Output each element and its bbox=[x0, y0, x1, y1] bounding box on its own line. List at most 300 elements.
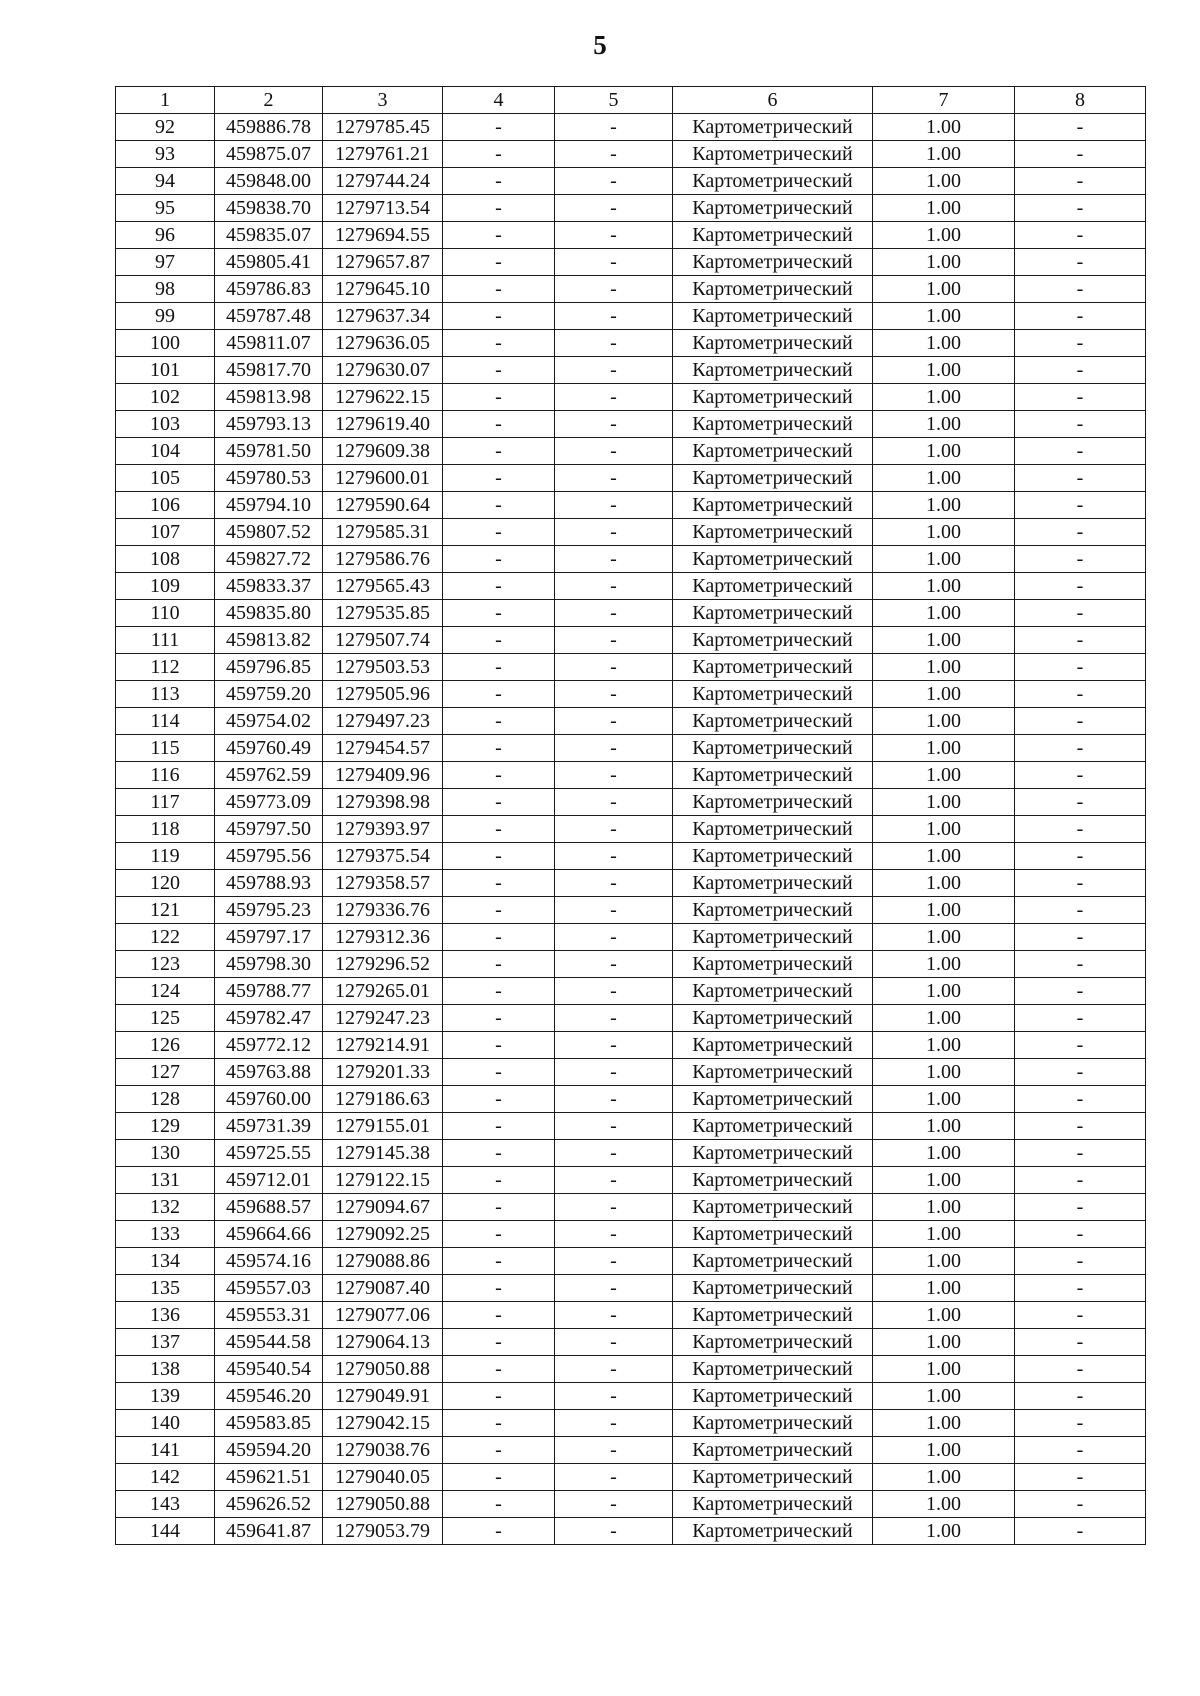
column-5-cell: - bbox=[555, 519, 673, 546]
y-coordinate-cell: 1279042.15 bbox=[323, 1410, 443, 1437]
column-4-cell: - bbox=[443, 546, 555, 573]
table-row bbox=[116, 1356, 1146, 1383]
table-row bbox=[116, 141, 1146, 168]
method-cell: Картометрический bbox=[673, 1518, 873, 1545]
x-coordinate-cell: 459798.30 bbox=[215, 951, 323, 978]
y-coordinate-cell: 1279507.74 bbox=[323, 627, 443, 654]
column-5-cell: - bbox=[555, 303, 673, 330]
point-number-cell: 121 bbox=[116, 897, 215, 924]
column-8-cell: - bbox=[1015, 1005, 1146, 1032]
x-coordinate-cell: 459762.59 bbox=[215, 762, 323, 789]
y-coordinate-cell: 1279785.45 bbox=[323, 114, 443, 141]
y-coordinate-cell: 1279122.15 bbox=[323, 1167, 443, 1194]
y-coordinate-cell: 1279038.76 bbox=[323, 1437, 443, 1464]
x-coordinate-cell: 459848.00 bbox=[215, 168, 323, 195]
table-row bbox=[116, 1113, 1146, 1140]
accuracy-cell: 1.00 bbox=[873, 1356, 1015, 1383]
x-coordinate-cell: 459626.52 bbox=[215, 1491, 323, 1518]
point-number-cell: 138 bbox=[116, 1356, 215, 1383]
y-coordinate-cell: 1279265.01 bbox=[323, 978, 443, 1005]
column-4-cell: - bbox=[443, 1086, 555, 1113]
column-8-cell: - bbox=[1015, 1356, 1146, 1383]
column-header: 4 bbox=[443, 87, 555, 114]
y-coordinate-cell: 1279454.57 bbox=[323, 735, 443, 762]
column-4-cell: - bbox=[443, 1464, 555, 1491]
column-4-cell: - bbox=[443, 708, 555, 735]
column-5-cell: - bbox=[555, 1491, 673, 1518]
y-coordinate-cell: 1279657.87 bbox=[323, 249, 443, 276]
accuracy-cell: 1.00 bbox=[873, 1329, 1015, 1356]
y-coordinate-cell: 1279050.88 bbox=[323, 1356, 443, 1383]
x-coordinate-cell: 459833.37 bbox=[215, 573, 323, 600]
column-4-cell: - bbox=[443, 168, 555, 195]
y-coordinate-cell: 1279503.53 bbox=[323, 654, 443, 681]
method-cell: Картометрический bbox=[673, 222, 873, 249]
method-cell: Картометрический bbox=[673, 1167, 873, 1194]
point-number-cell: 99 bbox=[116, 303, 215, 330]
x-coordinate-cell: 459754.02 bbox=[215, 708, 323, 735]
x-coordinate-cell: 459788.77 bbox=[215, 978, 323, 1005]
column-8-cell: - bbox=[1015, 924, 1146, 951]
point-number-cell: 100 bbox=[116, 330, 215, 357]
column-8-cell: - bbox=[1015, 411, 1146, 438]
point-number-cell: 119 bbox=[116, 843, 215, 870]
column-8-cell: - bbox=[1015, 573, 1146, 600]
column-4-cell: - bbox=[443, 1032, 555, 1059]
method-cell: Картометрический bbox=[673, 1005, 873, 1032]
table-row bbox=[116, 1302, 1146, 1329]
accuracy-cell: 1.00 bbox=[873, 1383, 1015, 1410]
column-4-cell: - bbox=[443, 1518, 555, 1545]
column-4-cell: - bbox=[443, 276, 555, 303]
x-coordinate-cell: 459786.83 bbox=[215, 276, 323, 303]
column-4-cell: - bbox=[443, 222, 555, 249]
table-row bbox=[116, 492, 1146, 519]
column-5-cell: - bbox=[555, 1302, 673, 1329]
column-header: 5 bbox=[555, 87, 673, 114]
x-coordinate-cell: 459760.00 bbox=[215, 1086, 323, 1113]
column-5-cell: - bbox=[555, 1437, 673, 1464]
y-coordinate-cell: 1279064.13 bbox=[323, 1329, 443, 1356]
point-number-cell: 131 bbox=[116, 1167, 215, 1194]
method-cell: Картометрический bbox=[673, 1086, 873, 1113]
accuracy-cell: 1.00 bbox=[873, 249, 1015, 276]
point-number-cell: 112 bbox=[116, 654, 215, 681]
column-8-cell: - bbox=[1015, 708, 1146, 735]
x-coordinate-cell: 459546.20 bbox=[215, 1383, 323, 1410]
column-header: 2 bbox=[215, 87, 323, 114]
x-coordinate-cell: 459797.17 bbox=[215, 924, 323, 951]
column-8-cell: - bbox=[1015, 897, 1146, 924]
table-row bbox=[116, 1275, 1146, 1302]
column-4-cell: - bbox=[443, 1221, 555, 1248]
column-5-cell: - bbox=[555, 573, 673, 600]
accuracy-cell: 1.00 bbox=[873, 546, 1015, 573]
column-header: 6 bbox=[673, 87, 873, 114]
column-4-cell: - bbox=[443, 1356, 555, 1383]
x-coordinate-cell: 459641.87 bbox=[215, 1518, 323, 1545]
point-number-cell: 95 bbox=[116, 195, 215, 222]
point-number-cell: 122 bbox=[116, 924, 215, 951]
method-cell: Картометрический bbox=[673, 951, 873, 978]
table-body bbox=[116, 87, 1146, 1545]
column-5-cell: - bbox=[555, 546, 673, 573]
accuracy-cell: 1.00 bbox=[873, 303, 1015, 330]
column-5-cell: - bbox=[555, 1248, 673, 1275]
y-coordinate-cell: 1279186.63 bbox=[323, 1086, 443, 1113]
accuracy-cell: 1.00 bbox=[873, 681, 1015, 708]
column-5-cell: - bbox=[555, 924, 673, 951]
y-coordinate-cell: 1279398.98 bbox=[323, 789, 443, 816]
table-row bbox=[116, 1491, 1146, 1518]
column-5-cell: - bbox=[555, 1059, 673, 1086]
point-number-cell: 142 bbox=[116, 1464, 215, 1491]
table-row bbox=[116, 519, 1146, 546]
accuracy-cell: 1.00 bbox=[873, 1221, 1015, 1248]
x-coordinate-cell: 459835.80 bbox=[215, 600, 323, 627]
column-8-cell: - bbox=[1015, 789, 1146, 816]
point-number-cell: 94 bbox=[116, 168, 215, 195]
column-4-cell: - bbox=[443, 789, 555, 816]
method-cell: Картометрический bbox=[673, 303, 873, 330]
method-cell: Картометрический bbox=[673, 978, 873, 1005]
column-8-cell: - bbox=[1015, 654, 1146, 681]
column-5-cell: - bbox=[555, 789, 673, 816]
point-number-cell: 125 bbox=[116, 1005, 215, 1032]
table-row bbox=[116, 897, 1146, 924]
column-8-cell: - bbox=[1015, 870, 1146, 897]
column-8-cell: - bbox=[1015, 600, 1146, 627]
y-coordinate-cell: 1279092.25 bbox=[323, 1221, 443, 1248]
table-row bbox=[116, 843, 1146, 870]
y-coordinate-cell: 1279535.85 bbox=[323, 600, 443, 627]
column-header: 8 bbox=[1015, 87, 1146, 114]
method-cell: Картометрический bbox=[673, 1032, 873, 1059]
column-4-cell: - bbox=[443, 141, 555, 168]
column-4-cell: - bbox=[443, 978, 555, 1005]
table-row bbox=[116, 438, 1146, 465]
method-cell: Картометрический bbox=[673, 1356, 873, 1383]
point-number-cell: 141 bbox=[116, 1437, 215, 1464]
method-cell: Картометрический bbox=[673, 168, 873, 195]
accuracy-cell: 1.00 bbox=[873, 1113, 1015, 1140]
column-8-cell: - bbox=[1015, 492, 1146, 519]
column-8-cell: - bbox=[1015, 1518, 1146, 1545]
accuracy-cell: 1.00 bbox=[873, 114, 1015, 141]
y-coordinate-cell: 1279393.97 bbox=[323, 816, 443, 843]
table-row bbox=[116, 384, 1146, 411]
page-number: 5 bbox=[593, 30, 607, 60]
accuracy-cell: 1.00 bbox=[873, 789, 1015, 816]
method-cell: Картометрический bbox=[673, 519, 873, 546]
table-row bbox=[116, 816, 1146, 843]
column-5-cell: - bbox=[555, 1518, 673, 1545]
column-8-cell: - bbox=[1015, 249, 1146, 276]
column-8-cell: - bbox=[1015, 1194, 1146, 1221]
column-4-cell: - bbox=[443, 519, 555, 546]
column-8-cell: - bbox=[1015, 195, 1146, 222]
table-row bbox=[116, 1140, 1146, 1167]
table-row bbox=[116, 1194, 1146, 1221]
column-header: 1 bbox=[116, 87, 215, 114]
x-coordinate-cell: 459813.98 bbox=[215, 384, 323, 411]
method-cell: Картометрический bbox=[673, 411, 873, 438]
column-4-cell: - bbox=[443, 1437, 555, 1464]
column-8-cell: - bbox=[1015, 681, 1146, 708]
column-8-cell: - bbox=[1015, 222, 1146, 249]
column-4-cell: - bbox=[443, 492, 555, 519]
method-cell: Картометрический bbox=[673, 384, 873, 411]
y-coordinate-cell: 1279586.76 bbox=[323, 546, 443, 573]
table-row bbox=[116, 249, 1146, 276]
point-number-cell: 108 bbox=[116, 546, 215, 573]
accuracy-cell: 1.00 bbox=[873, 762, 1015, 789]
table-row bbox=[116, 735, 1146, 762]
method-cell: Картометрический bbox=[673, 1221, 873, 1248]
column-5-cell: - bbox=[555, 276, 673, 303]
x-coordinate-cell: 459805.41 bbox=[215, 249, 323, 276]
method-cell: Картометрический bbox=[673, 1275, 873, 1302]
method-cell: Картометрический bbox=[673, 141, 873, 168]
column-5-cell: - bbox=[555, 681, 673, 708]
column-4-cell: - bbox=[443, 573, 555, 600]
column-5-cell: - bbox=[555, 141, 673, 168]
column-5-cell: - bbox=[555, 222, 673, 249]
column-8-cell: - bbox=[1015, 546, 1146, 573]
method-cell: Картометрический bbox=[673, 465, 873, 492]
method-cell: Картометрический bbox=[673, 681, 873, 708]
column-4-cell: - bbox=[443, 1194, 555, 1221]
column-5-cell: - bbox=[555, 438, 673, 465]
point-number-cell: 106 bbox=[116, 492, 215, 519]
method-cell: Картометрический bbox=[673, 1059, 873, 1086]
table-row bbox=[116, 195, 1146, 222]
point-number-cell: 98 bbox=[116, 276, 215, 303]
method-cell: Картометрический bbox=[673, 1464, 873, 1491]
method-cell: Картометрический bbox=[673, 789, 873, 816]
point-number-cell: 118 bbox=[116, 816, 215, 843]
method-cell: Картометрический bbox=[673, 1410, 873, 1437]
column-8-cell: - bbox=[1015, 1059, 1146, 1086]
table-row bbox=[116, 681, 1146, 708]
column-4-cell: - bbox=[443, 735, 555, 762]
accuracy-cell: 1.00 bbox=[873, 735, 1015, 762]
accuracy-cell: 1.00 bbox=[873, 465, 1015, 492]
column-5-cell: - bbox=[555, 1383, 673, 1410]
column-8-cell: - bbox=[1015, 1437, 1146, 1464]
y-coordinate-cell: 1279609.38 bbox=[323, 438, 443, 465]
column-8-cell: - bbox=[1015, 1329, 1146, 1356]
x-coordinate-cell: 459827.72 bbox=[215, 546, 323, 573]
y-coordinate-cell: 1279630.07 bbox=[323, 357, 443, 384]
column-8-cell: - bbox=[1015, 1113, 1146, 1140]
x-coordinate-cell: 459787.48 bbox=[215, 303, 323, 330]
column-4-cell: - bbox=[443, 465, 555, 492]
x-coordinate-cell: 459664.66 bbox=[215, 1221, 323, 1248]
column-4-cell: - bbox=[443, 681, 555, 708]
y-coordinate-cell: 1279645.10 bbox=[323, 276, 443, 303]
x-coordinate-cell: 459835.07 bbox=[215, 222, 323, 249]
x-coordinate-cell: 459544.58 bbox=[215, 1329, 323, 1356]
column-8-cell: - bbox=[1015, 1302, 1146, 1329]
point-number-cell: 103 bbox=[116, 411, 215, 438]
x-coordinate-cell: 459773.09 bbox=[215, 789, 323, 816]
table-row bbox=[116, 1383, 1146, 1410]
column-5-cell: - bbox=[555, 1194, 673, 1221]
point-number-cell: 123 bbox=[116, 951, 215, 978]
y-coordinate-cell: 1279201.33 bbox=[323, 1059, 443, 1086]
point-number-cell: 126 bbox=[116, 1032, 215, 1059]
method-cell: Картометрический bbox=[673, 546, 873, 573]
x-coordinate-cell: 459796.85 bbox=[215, 654, 323, 681]
point-number-cell: 124 bbox=[116, 978, 215, 1005]
accuracy-cell: 1.00 bbox=[873, 141, 1015, 168]
column-5-cell: - bbox=[555, 897, 673, 924]
accuracy-cell: 1.00 bbox=[873, 1248, 1015, 1275]
x-coordinate-cell: 459886.78 bbox=[215, 114, 323, 141]
column-4-cell: - bbox=[443, 357, 555, 384]
y-coordinate-cell: 1279358.57 bbox=[323, 870, 443, 897]
column-8-cell: - bbox=[1015, 762, 1146, 789]
point-number-cell: 144 bbox=[116, 1518, 215, 1545]
accuracy-cell: 1.00 bbox=[873, 600, 1015, 627]
x-coordinate-cell: 459574.16 bbox=[215, 1248, 323, 1275]
table-row bbox=[116, 789, 1146, 816]
column-8-cell: - bbox=[1015, 141, 1146, 168]
y-coordinate-cell: 1279087.40 bbox=[323, 1275, 443, 1302]
table-row bbox=[116, 1329, 1146, 1356]
y-coordinate-cell: 1279497.23 bbox=[323, 708, 443, 735]
column-5-cell: - bbox=[555, 1032, 673, 1059]
column-5-cell: - bbox=[555, 249, 673, 276]
method-cell: Картометрический bbox=[673, 1383, 873, 1410]
table-row bbox=[116, 870, 1146, 897]
accuracy-cell: 1.00 bbox=[873, 1005, 1015, 1032]
y-coordinate-cell: 1279590.64 bbox=[323, 492, 443, 519]
x-coordinate-cell: 459712.01 bbox=[215, 1167, 323, 1194]
point-number-cell: 137 bbox=[116, 1329, 215, 1356]
x-coordinate-cell: 459795.23 bbox=[215, 897, 323, 924]
accuracy-cell: 1.00 bbox=[873, 1491, 1015, 1518]
column-5-cell: - bbox=[555, 1140, 673, 1167]
method-cell: Картометрический bbox=[673, 1194, 873, 1221]
column-4-cell: - bbox=[443, 1005, 555, 1032]
column-8-cell: - bbox=[1015, 438, 1146, 465]
x-coordinate-cell: 459553.31 bbox=[215, 1302, 323, 1329]
column-4-cell: - bbox=[443, 1113, 555, 1140]
table-row bbox=[116, 762, 1146, 789]
method-cell: Картометрический bbox=[673, 924, 873, 951]
method-cell: Картометрический bbox=[673, 1113, 873, 1140]
table-row bbox=[116, 924, 1146, 951]
x-coordinate-cell: 459731.39 bbox=[215, 1113, 323, 1140]
column-5-cell: - bbox=[555, 600, 673, 627]
method-cell: Картометрический bbox=[673, 1248, 873, 1275]
x-coordinate-cell: 459875.07 bbox=[215, 141, 323, 168]
table-row bbox=[116, 1221, 1146, 1248]
column-4-cell: - bbox=[443, 600, 555, 627]
accuracy-cell: 1.00 bbox=[873, 1410, 1015, 1437]
x-coordinate-cell: 459780.53 bbox=[215, 465, 323, 492]
point-number-cell: 92 bbox=[116, 114, 215, 141]
table-row bbox=[116, 168, 1146, 195]
table-header-row bbox=[116, 87, 1146, 114]
point-number-cell: 130 bbox=[116, 1140, 215, 1167]
y-coordinate-cell: 1279145.38 bbox=[323, 1140, 443, 1167]
column-4-cell: - bbox=[443, 870, 555, 897]
y-coordinate-cell: 1279622.15 bbox=[323, 384, 443, 411]
table-row bbox=[116, 276, 1146, 303]
y-coordinate-cell: 1279585.31 bbox=[323, 519, 443, 546]
accuracy-cell: 1.00 bbox=[873, 1167, 1015, 1194]
column-5-cell: - bbox=[555, 357, 673, 384]
column-5-cell: - bbox=[555, 1167, 673, 1194]
method-cell: Картометрический bbox=[673, 843, 873, 870]
column-5-cell: - bbox=[555, 1005, 673, 1032]
column-5-cell: - bbox=[555, 1086, 673, 1113]
column-8-cell: - bbox=[1015, 1167, 1146, 1194]
point-number-cell: 128 bbox=[116, 1086, 215, 1113]
column-4-cell: - bbox=[443, 114, 555, 141]
x-coordinate-cell: 459557.03 bbox=[215, 1275, 323, 1302]
column-4-cell: - bbox=[443, 1410, 555, 1437]
method-cell: Картометрический bbox=[673, 762, 873, 789]
y-coordinate-cell: 1279049.91 bbox=[323, 1383, 443, 1410]
table-row bbox=[116, 222, 1146, 249]
accuracy-cell: 1.00 bbox=[873, 1275, 1015, 1302]
method-cell: Картометрический bbox=[673, 816, 873, 843]
table-row bbox=[116, 1032, 1146, 1059]
column-5-cell: - bbox=[555, 465, 673, 492]
x-coordinate-cell: 459763.88 bbox=[215, 1059, 323, 1086]
method-cell: Картометрический bbox=[673, 438, 873, 465]
accuracy-cell: 1.00 bbox=[873, 276, 1015, 303]
accuracy-cell: 1.00 bbox=[873, 438, 1015, 465]
point-number-cell: 102 bbox=[116, 384, 215, 411]
table-row bbox=[116, 330, 1146, 357]
column-5-cell: - bbox=[555, 168, 673, 195]
point-number-cell: 111 bbox=[116, 627, 215, 654]
accuracy-cell: 1.00 bbox=[873, 195, 1015, 222]
column-8-cell: - bbox=[1015, 1086, 1146, 1113]
accuracy-cell: 1.00 bbox=[873, 870, 1015, 897]
table-row bbox=[116, 951, 1146, 978]
x-coordinate-cell: 459807.52 bbox=[215, 519, 323, 546]
column-5-cell: - bbox=[555, 951, 673, 978]
column-8-cell: - bbox=[1015, 1410, 1146, 1437]
column-5-cell: - bbox=[555, 735, 673, 762]
coordinates-table bbox=[115, 86, 1146, 1545]
accuracy-cell: 1.00 bbox=[873, 357, 1015, 384]
column-8-cell: - bbox=[1015, 276, 1146, 303]
point-number-cell: 110 bbox=[116, 600, 215, 627]
column-4-cell: - bbox=[443, 1491, 555, 1518]
table-row bbox=[116, 1248, 1146, 1275]
table-row bbox=[116, 465, 1146, 492]
column-5-cell: - bbox=[555, 492, 673, 519]
method-cell: Картометрический bbox=[673, 870, 873, 897]
accuracy-cell: 1.00 bbox=[873, 1140, 1015, 1167]
point-number-cell: 105 bbox=[116, 465, 215, 492]
method-cell: Картометрический bbox=[673, 627, 873, 654]
y-coordinate-cell: 1279214.91 bbox=[323, 1032, 443, 1059]
table-row bbox=[116, 546, 1146, 573]
accuracy-cell: 1.00 bbox=[873, 1194, 1015, 1221]
column-4-cell: - bbox=[443, 951, 555, 978]
column-8-cell: - bbox=[1015, 384, 1146, 411]
y-coordinate-cell: 1279296.52 bbox=[323, 951, 443, 978]
x-coordinate-cell: 459793.13 bbox=[215, 411, 323, 438]
